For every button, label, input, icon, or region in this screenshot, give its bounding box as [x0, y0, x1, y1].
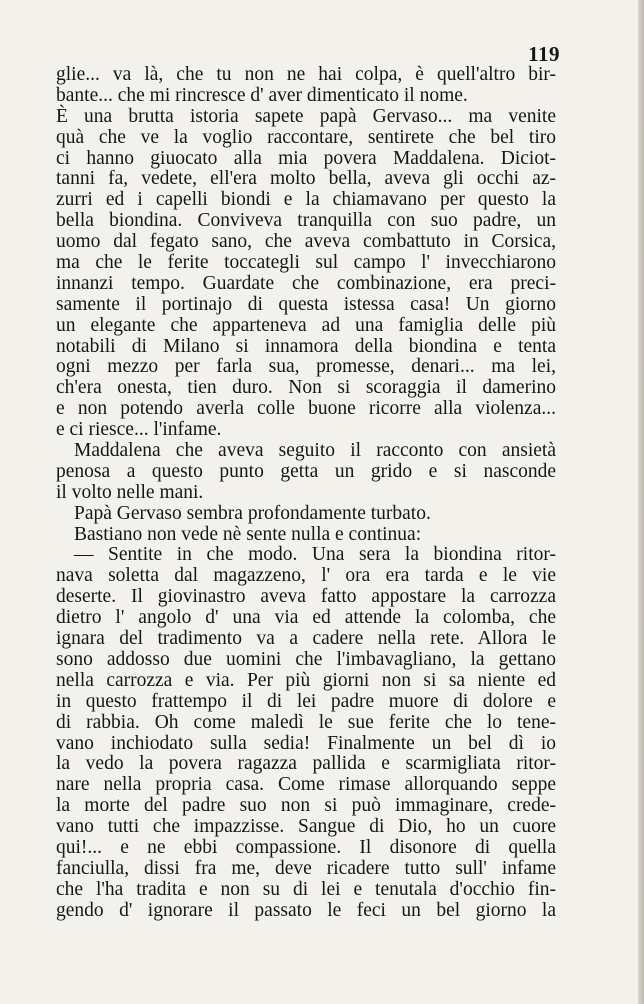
text-line: nare nella propria casa. Come rimase allorquando seppe — [56, 774, 556, 796]
text-line: Maddalena che aveva seguito il racconto con ansietà — [74, 440, 556, 462]
text-line: e ci riesce... l'infame. — [56, 419, 222, 441]
page-number: 119 — [528, 42, 560, 66]
text-line: ignara del tradimento va a cadere nella rete. Allora le — [56, 628, 556, 650]
text-line: ci hanno giuocato alla mia povera Maddalena. Diciot- — [56, 147, 556, 169]
text-line: gendo d' ignorare il passato le feci un bel giorno la — [56, 899, 556, 921]
text-line: bella biondina. Conviveva tranquilla con suo padre, un — [56, 210, 556, 232]
text-line: nava soletta dal magazzeno, l' ora era tarda e le vie — [56, 565, 556, 587]
text-line: sono addosso due uomini che l'imbavagliano, la gettano — [56, 648, 556, 670]
text-line: la morte del padre suo non si può immaginare, crede- — [56, 795, 556, 817]
text-line: notabili di Milano si innamora della biondina e tenta — [56, 335, 556, 357]
text-line: vano inchiodato sulla sedia! Finalmente un bel dì io — [56, 732, 556, 754]
text-line: glie... va là, che tu non ne hai colpa, è quell'altro bir- — [56, 64, 556, 85]
text-line: — Sentite in che modo. Una sera la biondina ritor- — [74, 544, 556, 566]
text-line: la vedo la povera ragazza pallida e scarmigliata ritor- — [56, 753, 556, 775]
text-line: È una brutta istoria sapete papà Gervaso... ma venite — [56, 105, 556, 127]
text-line: vano tutti che impazzisse. Sangue di Dio, ho un cuore — [56, 816, 556, 838]
text-line: quà che ve la voglio raccontare, sentirete che bel tiro — [56, 126, 556, 148]
text-line: Bastiano non vede nè sente nulla e continua: — [74, 523, 422, 545]
text-line: samente il portinajo di questa istessa casa! Un giorno — [56, 293, 556, 315]
page-edge-shadow — [638, 0, 644, 1004]
text-line: un elegante che apparteneva ad una famiglia delle più — [56, 314, 556, 336]
text-line: fanciulla, dissi fra me, deve ricadere tutto sull' infame — [56, 857, 556, 879]
text-line: dietro l' angolo d' una via ed attende la colomba, che — [56, 607, 556, 629]
text-line: e non potendo averla colle buone ricorre alla violenza... — [56, 398, 556, 420]
text-line: ogni mezzo per farla sua, promesse, denari... ma lei, — [56, 356, 556, 378]
text-line: innanzi tempo. Guardate che combinazione, era preci- — [56, 272, 556, 294]
text-line: deserte. Il giovinastro aveva fatto appostare la carrozza — [56, 586, 556, 608]
text-line: qui!... e ne ebbi compassione. Il disonore di quella — [56, 836, 556, 858]
text-line: Papà Gervaso sembra profondamente turbato. — [74, 502, 431, 524]
text-line: ch'era onesta, tien duro. Non si scoraggia il damerino — [56, 377, 556, 399]
text-line: il volto nelle mani. — [56, 481, 204, 503]
text-line: uomo dal fegato sano, che aveva combattuto in Corsica, — [56, 231, 556, 253]
text-line: in questo frattempo il di lei padre muore di dolore e — [56, 690, 556, 712]
text-line: zurri ed i capelli biondi e la chiamavano per questo la — [56, 189, 556, 211]
text-line: tanni fa, vedete, ell'era molto bella, aveva gli occhi az- — [56, 168, 556, 190]
text-line: ma che le ferite toccategli sul campo l' invecchiarono — [56, 252, 556, 274]
text-line: bante... che mi rincresce d' aver dimenticato il nome. — [56, 84, 468, 106]
text-line: che l'ha tradita e non su di lei e tenutala d'occhio fin- — [56, 878, 556, 900]
text-line: di rabbia. Oh come maledì le sue ferite che lo tene- — [56, 711, 556, 733]
text-line: nella carrozza e via. Per più giorni non si sa niente ed — [56, 669, 556, 691]
text-line: penosa a questo punto getta un grido e si nasconde — [56, 460, 556, 482]
body-text — [56, 65, 556, 922]
